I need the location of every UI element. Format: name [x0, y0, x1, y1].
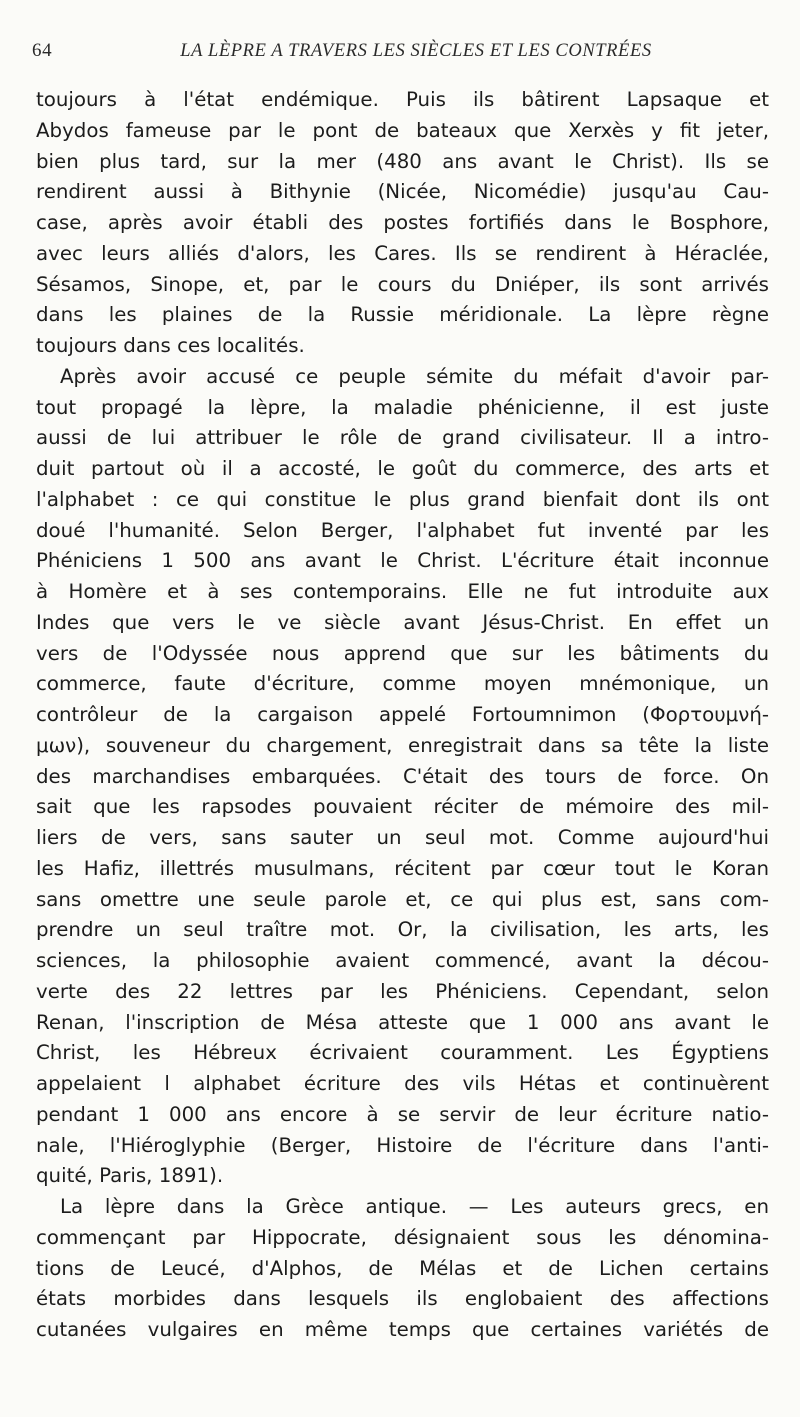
text-line: cutanées vulgaires en même temps que certaines variétés de — [36, 1318, 769, 1341]
text-line: appelaient l alphabet écriture des vils Hétas et continuèrent — [36, 1072, 769, 1095]
running-title: LA LÈPRE A TRAVERS LES SIÈCLES ET LES CONTRÉES — [180, 41, 652, 61]
text-line: toujours à l'état endémique. Puis ils bâtirent Lapsaque et — [36, 88, 769, 111]
text-line: sans omettre une seule parole et, ce qui plus est, sans com- — [36, 887, 769, 911]
text-line: μων), souveneur du chargement, enregistrait dans sa tête la liste — [36, 733, 769, 757]
text-line: Sésamos, Sinope, et, par le cours du Dniéper, ils sont arrivés — [36, 272, 769, 296]
running-head — [32, 40, 772, 66]
text-line: états morbides dans lesquels ils englobaient des affections — [36, 1287, 769, 1311]
text-line: des marchandises embarquées. C'était des tours de force. On — [36, 764, 769, 788]
text-line: quité, Paris, 1891). — [36, 1164, 224, 1188]
text-line: tout propagé la lèpre, la maladie phénicienne, il est juste — [36, 395, 769, 419]
text-line: vers de l'Odyssée nous apprend que sur les bâtiments du — [36, 641, 769, 665]
text-line: Abydos fameuse par le pont de bateaux que Xerxès y fit jeter, — [36, 118, 769, 142]
text-line: aussi de lui attribuer le rôle de grand civilisateur. Il a intro- — [36, 426, 769, 450]
text-line: verte des 22 lettres par les Phéniciens. Cependant, selon — [36, 979, 769, 1003]
page-number: 64 — [32, 40, 53, 61]
text-line: dans les plaines de la Russie méridionale. La lèpre règne — [36, 303, 769, 327]
text-line: les Hafiz, illettrés musulmans, récitent par cœur tout le Koran — [36, 856, 769, 880]
text-line: Indes que vers le ve siècle avant Jésus-Christ. En effet un — [36, 610, 769, 634]
text-line: sciences, la philosophie avaient commencé, avant la décou- — [36, 949, 769, 972]
text-line: Renan, l'inscription de Mésa atteste que 1 000 ans avant le — [36, 1010, 769, 1034]
body-text — [36, 85, 769, 1346]
text-line: bien plus tard, sur la mer (480 ans avant le Christ). Ils se — [36, 149, 769, 173]
text-line: sait que les rapsodes pouvaient réciter de mémoire des mil- — [36, 795, 769, 819]
text-line: à Homère et à ses contemporains. Elle ne fut introduite aux — [36, 580, 769, 603]
text-line: tions de Leucé, d'Alphos, de Mélas et de Lichen certains — [36, 1256, 769, 1280]
text-line: Christ, les Hébreux écrivaient couramment. Les Égyptiens — [36, 1041, 769, 1065]
text-line: La lèpre dans la Grèce antique. — Les auteurs grecs, en — [60, 1195, 769, 1218]
text-line: Phéniciens 1 500 ans avant le Christ. L'écriture était inconnue — [36, 549, 769, 573]
text-line: liers de vers, sans sauter un seul mot. Comme aujourd'hui — [36, 826, 769, 849]
text-line: avec leurs alliés d'alors, les Cares. Ils se rendirent à Héraclée, — [36, 241, 769, 265]
text-line: l'alphabet : ce qui constitue le plus grand bienfait dont ils ont — [36, 487, 769, 511]
text-line: commerce, faute d'écriture, comme moyen mnémonique, un — [36, 672, 769, 696]
text-line: prendre un seul traître mot. Or, la civilisation, les arts, les — [36, 918, 769, 942]
text-line: doué l'humanité. Selon Berger, l'alphabet fut inventé par les — [36, 518, 769, 542]
text-line: commençant par Hippocrate, désignaient sous les dénomina- — [36, 1225, 769, 1249]
text-line: contrôleur de la cargaison appelé Fortoumnimon (Φορτουμνή- — [36, 703, 769, 726]
text-line: duit partout où il a accosté, le goût du commerce, des arts et — [36, 457, 769, 480]
text-line: case, après avoir établi des postes fortifiés dans le Bosphore, — [36, 211, 769, 234]
text-line: toujours dans ces localités. — [36, 334, 305, 357]
text-line: rendirent aussi à Bithynie (Nicée, Nicomédie) jusqu'au Cau- — [36, 180, 769, 204]
text-line: Après avoir accusé ce peuple sémite du méfait d'avoir par- — [60, 364, 769, 388]
text-line: pendant 1 000 ans encore à se servir de leur écriture natio- — [36, 1102, 769, 1126]
text-line: nale, l'Hiéroglyphie (Berger, Histoire de l'écriture dans l'anti- — [36, 1133, 769, 1157]
